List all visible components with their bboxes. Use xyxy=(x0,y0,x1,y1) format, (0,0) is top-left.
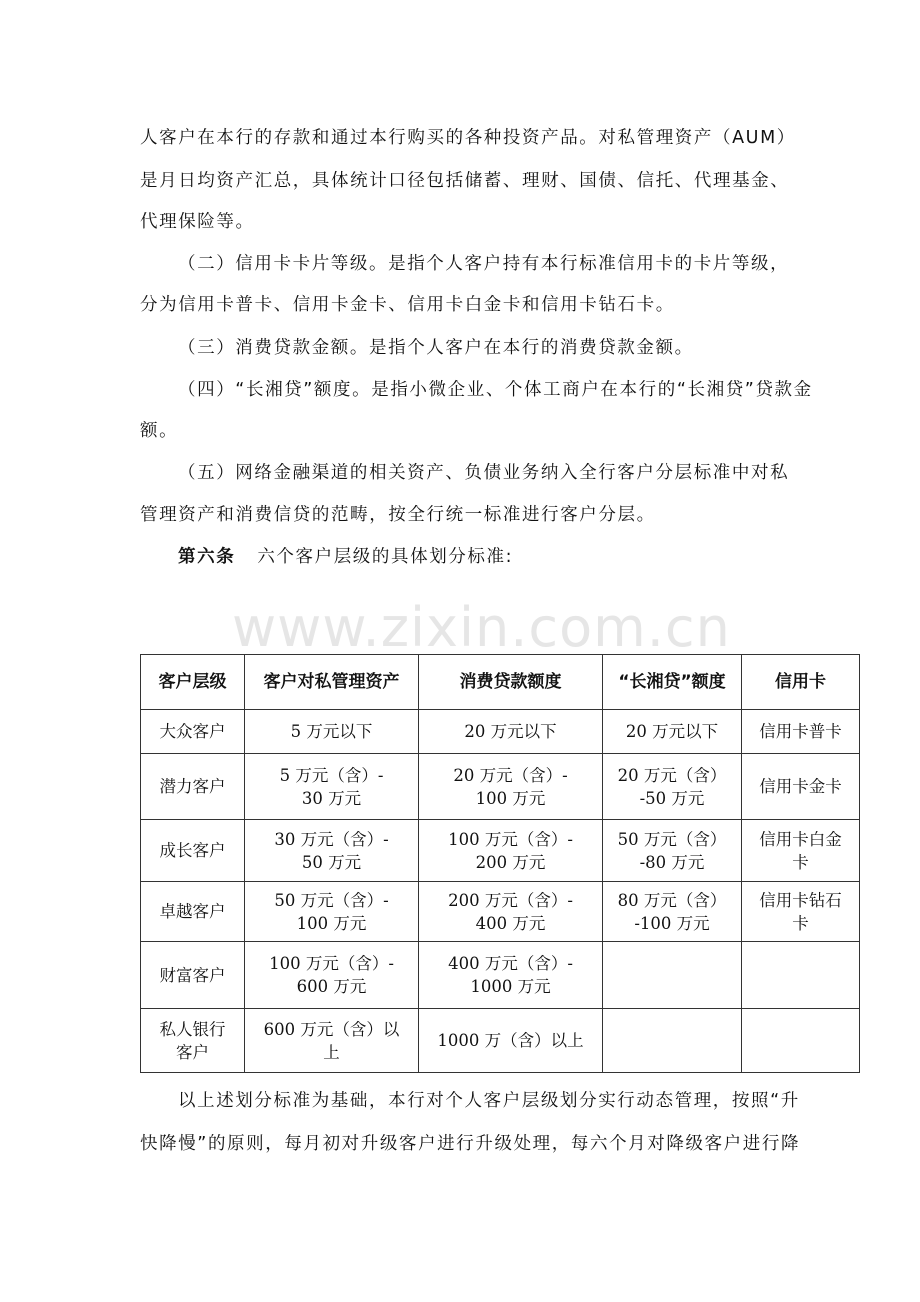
loan-cell xyxy=(419,754,603,820)
table-row xyxy=(141,882,860,942)
cell-line: 卡 xyxy=(792,852,809,872)
article-6-line xyxy=(178,545,513,569)
cell-line: 50 万元（含）- xyxy=(274,890,389,910)
paragraph-2-line-1: （二）信用卡卡片等级。是指个人客户持有本行标准信用卡的卡片等级， xyxy=(178,254,790,274)
cell-line: 600 万元 xyxy=(296,977,367,996)
loan-cell xyxy=(419,820,603,882)
cell-line: 200 万元 xyxy=(475,852,546,872)
paragraph-7-line-2: 快降慢”的原则，每月初对升级客户进行升级处理，每六个月对降级客户进行降 xyxy=(140,1134,801,1154)
cell-line: 信用卡白金 xyxy=(759,829,842,849)
card-cell xyxy=(742,820,860,882)
table-row xyxy=(141,754,860,820)
aum-cell xyxy=(245,1009,419,1073)
header-cell: 客户对私管理资产 xyxy=(245,655,419,710)
header-cell: 消费贷款额度 xyxy=(419,655,603,710)
cell-line: 卡 xyxy=(792,913,809,933)
table-row xyxy=(141,820,860,882)
cell-line: 1000 万元 xyxy=(470,977,551,996)
paragraph-1-line-1: 人客户在本行的存款和通过本行购买的各种投资产品。对私管理资产（AUM） xyxy=(140,128,796,148)
table-header-row xyxy=(141,655,860,710)
paragraph-7-line-1: 以上述划分标准为基础，本行对个人客户层级划分实行动态管理，按照“升 xyxy=(178,1091,800,1111)
cell-line: -80 万元 xyxy=(639,852,705,872)
changxiang-cell: 20 万元以下 xyxy=(603,710,742,754)
cell-line: 100 万元 xyxy=(475,788,546,808)
card-cell xyxy=(742,1009,860,1073)
paragraph-5-line-2: 管理资产和消费信贷的范畴，按全行统一标准进行客户分层。 xyxy=(140,505,656,525)
changxiang-cell xyxy=(603,942,742,1009)
tier-name-cell: 成长客户 xyxy=(141,820,245,882)
loan-cell: 1000 万（含）以上 xyxy=(419,1009,603,1073)
cell-line: 20 万元（含） xyxy=(617,765,727,785)
cell-line: 400 万元（含）- xyxy=(448,954,573,973)
card-cell: 信用卡普卡 xyxy=(742,710,860,754)
table-row xyxy=(141,1009,860,1073)
loan-cell: 20 万元以下 xyxy=(419,710,603,754)
table-row xyxy=(141,710,860,754)
cell-line: 50 万元 xyxy=(301,852,362,872)
changxiang-cell xyxy=(603,1009,742,1073)
cell-line: 100 万元 xyxy=(296,913,367,933)
watermark: www.zixin.com.cn xyxy=(232,596,731,659)
article-text: 六个客户层级的具体划分标准: xyxy=(257,547,514,567)
loan-cell xyxy=(419,882,603,942)
cell-line: 信用卡钻石 xyxy=(759,890,842,910)
cell-line: 5 万元（含）- xyxy=(279,765,384,785)
paragraph-5-line-1: （五）网络金融渠道的相关资产、负债业务纳入全行客户分层标准中对私 xyxy=(178,463,790,483)
cell-line: 50 万元（含） xyxy=(617,829,727,849)
paragraph-4-line-2: 额。 xyxy=(140,421,179,441)
cell-line: 30 万元 xyxy=(301,788,362,808)
card-cell xyxy=(742,942,860,1009)
paragraph-1-line-3: 代理保险等。 xyxy=(140,212,255,232)
cell-line: -100 万元 xyxy=(634,913,710,933)
tier-name-cell: 大众客户 xyxy=(141,710,245,754)
cell-line: 20 万元（含）- xyxy=(453,765,568,785)
article-label: 第六条 xyxy=(178,547,236,567)
changxiang-cell xyxy=(603,820,742,882)
header-cell: “长湘贷”额度 xyxy=(603,655,742,710)
paragraph-4-line-1: （四）“长湘贷”额度。是指小微企业、个体工商户在本行的“长湘贷”贷款金 xyxy=(178,380,813,400)
cell-line: 上 xyxy=(323,1042,340,1062)
card-cell: 信用卡金卡 xyxy=(742,754,860,820)
cell-line: 30 万元（含）- xyxy=(274,829,389,849)
aum-cell xyxy=(245,942,419,1009)
aum-cell xyxy=(245,820,419,882)
cell-line: -50 万元 xyxy=(639,788,705,808)
paragraph-1-line-2: 是月日均资产汇总，具体统计口径包括储蓄、理财、国债、信托、代理基金、 xyxy=(140,171,790,191)
card-cell xyxy=(742,882,860,942)
customer-tier-table xyxy=(140,654,860,1073)
cell-line: 80 万元（含） xyxy=(617,890,727,910)
aum-cell xyxy=(245,754,419,820)
cell-line: 100 万元（含）- xyxy=(448,829,573,849)
changxiang-cell xyxy=(603,754,742,820)
aum-cell xyxy=(245,882,419,942)
cell-line: 600 万元（含）以 xyxy=(263,1019,400,1039)
tier-name-cell: 财富客户 xyxy=(141,942,245,1009)
table-row xyxy=(141,942,860,1009)
tier-name-cell: 卓越客户 xyxy=(141,882,245,942)
changxiang-cell xyxy=(603,882,742,942)
cell-line: 私人银行 xyxy=(159,1019,226,1039)
paragraph-2-line-2: 分为信用卡普卡、信用卡金卡、信用卡白金卡和信用卡钻石卡。 xyxy=(140,295,675,315)
tier-name-cell: 潜力客户 xyxy=(141,754,245,820)
cell-line: 400 万元 xyxy=(475,913,546,933)
paragraph-3-line-1: （三）消费贷款金额。是指个人客户在本行的消费贷款金额。 xyxy=(178,338,694,358)
header-cell: 信用卡 xyxy=(742,655,860,710)
cell-line: 100 万元（含）- xyxy=(269,954,394,973)
aum-cell: 5 万元以下 xyxy=(245,710,419,754)
header-cell: 客户层级 xyxy=(141,655,245,710)
cell-line: 客户 xyxy=(176,1042,209,1062)
cell-line: 200 万元（含）- xyxy=(448,890,573,910)
loan-cell xyxy=(419,942,603,1009)
tier-name-cell xyxy=(141,1009,245,1073)
